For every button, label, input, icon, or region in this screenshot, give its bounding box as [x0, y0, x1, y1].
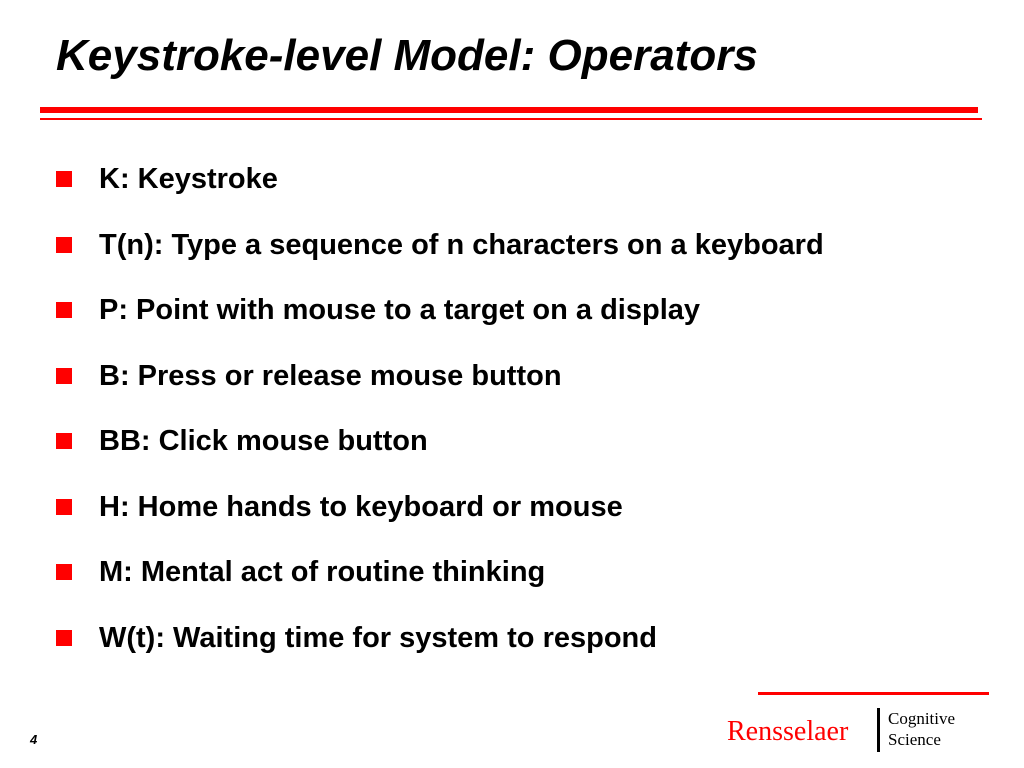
title-underline-thin [40, 118, 982, 120]
logo-rensselaer: Rensselaer [727, 716, 849, 747]
title-underline-thick [40, 107, 978, 113]
bullet-text: W(t): Waiting time for system to respond [99, 621, 657, 654]
logo-dept-line1: Cognitive [888, 709, 956, 728]
square-bullet-icon [56, 302, 72, 318]
square-bullet-icon [56, 630, 72, 646]
bullet-item [56, 355, 824, 421]
bullet-text: P: Point with mouse to a target on a display [99, 294, 701, 326]
bullet-text: H: Home hands to keyboard or mouse [99, 490, 623, 523]
square-bullet-icon [56, 237, 72, 253]
bullet-item [56, 289, 824, 355]
bullet-item [56, 617, 824, 683]
footer-rule [758, 692, 989, 695]
bullet-item [56, 486, 824, 552]
bullet-list [56, 158, 824, 682]
bullet-text: BB: Click mouse button [99, 425, 428, 457]
square-bullet-icon [56, 564, 72, 580]
slide-title: Keystroke-level Model: Operators [56, 31, 758, 80]
square-bullet-icon [56, 433, 72, 449]
square-bullet-icon [56, 499, 72, 515]
logo-divider [877, 708, 880, 752]
bullet-item [56, 224, 824, 290]
bullet-item [56, 420, 824, 486]
page-number: 4 [30, 732, 38, 747]
square-bullet-icon [56, 171, 72, 187]
logo-dept-line2: Science [888, 730, 941, 749]
bullet-text: K: Keystroke [99, 163, 278, 195]
bullet-item [56, 551, 824, 617]
bullet-item [56, 158, 824, 224]
square-bullet-icon [56, 368, 72, 384]
bullet-text: T(n): Type a sequence of n characters on a keyboard [99, 228, 824, 261]
bullet-text: B: Press or release mouse button [99, 359, 562, 392]
logo-department [888, 708, 955, 750]
bullet-text: M: Mental act of routine thinking [99, 556, 546, 588]
